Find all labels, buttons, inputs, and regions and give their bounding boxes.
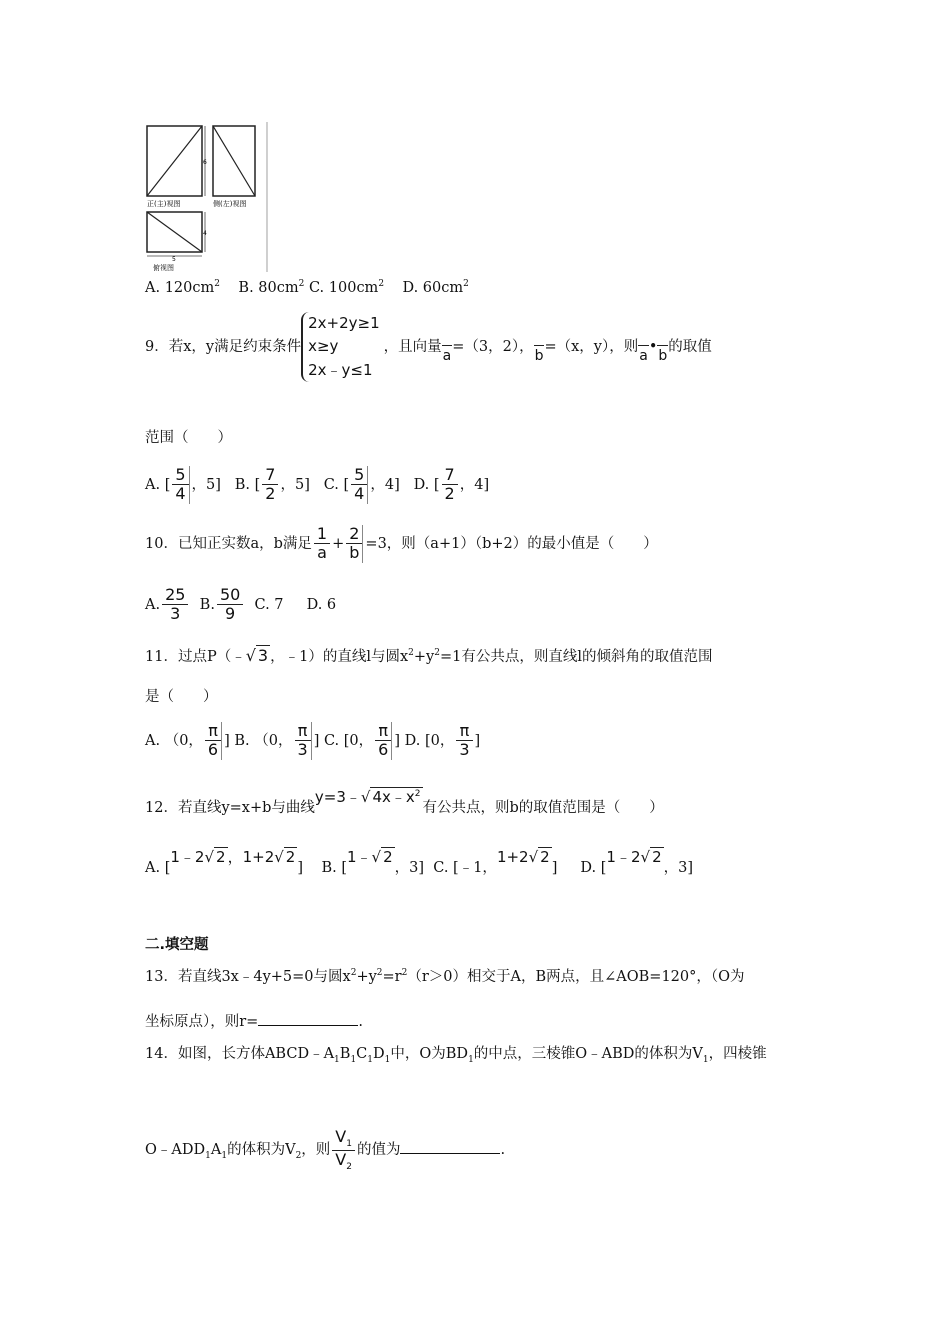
q9-option-b: B. [ [234, 476, 261, 493]
q9-intro: 9．若x，y满足约束条件 [145, 338, 302, 355]
section-heading: 二.填空题 [145, 937, 209, 953]
q14-stem: 14．如图，长方体$ABCD﹣A_1B_1C_1D_1$中，O为$BD_1$的中点，三棱锥O﹣ABD的体积为$V_1$，四棱锥 [145, 1046, 767, 1065]
q8-option-c: C. 100cm [308, 279, 379, 296]
q8-option-a: A. 120cm [145, 279, 215, 296]
q13-continuation: 坐标原点），则r= . [145, 1011, 363, 1031]
q9-continuation: 范围（ ） [145, 430, 232, 446]
q12-option-a: A. [ [145, 860, 171, 876]
q8-option-b: B. 80cm [238, 279, 299, 296]
q9-option-d: D. [ [413, 476, 440, 493]
q12-options: A. [1﹣2√ 2 ，1+2√ 2] B. [1﹣√ 2，3] C. [﹣1，1+2√ 2] D. [1﹣2√ 2，3] [145, 848, 693, 876]
q9-option-a: A. [ [145, 476, 171, 493]
q10-option-a: A. [145, 596, 161, 613]
q13-stem: 13．若直线3x﹣4y+5=0与圆$x^2+y^2=r^2(r>0)$相交于A，B两点，且∠AOB=120°，（O为 [145, 968, 745, 985]
q12-option-b: B. [ [321, 860, 347, 876]
q13-answer-blank[interactable] [258, 1011, 358, 1026]
q8-option-d: D. 60cm [402, 279, 464, 296]
dim-width-label: 5 [172, 256, 176, 263]
q12-option-d: D. [ [580, 860, 607, 876]
side-view-label: 侧(左)视图 [213, 200, 247, 208]
q11-option-b: B. （0， [234, 732, 293, 749]
q10-stem: 10．已知正实数a，b满足 $\frac{1}{a}$ + $\frac{2}{b}$ =3，则（a+1）（b+2）的最小值是（ ） [145, 524, 658, 563]
q10-option-c: C. 7 [254, 596, 284, 613]
q10-option-d: D. 6 [306, 596, 337, 613]
vector-b: b [534, 347, 544, 364]
q9-option-c: C. [ [323, 476, 350, 493]
q12-stem: 12．若直线y=x+b与曲线y=3﹣√ $4x﹣x^2$有公共点，则b的取值范围是（ ） [145, 788, 664, 816]
dim-depth-label: 4 [203, 230, 207, 237]
q11-continuation: 是（ ） [145, 689, 218, 705]
top-view-label: 俯视图 [153, 264, 174, 272]
dim-height-label: 6 [203, 159, 207, 166]
q9-stem: 9．若x，y满足约束条件 2x+2y≥1 x≥y 2x﹣y≤1 ，且向量a=（3，2），b=（x，y），则a•b的取值 [145, 312, 712, 382]
q11-option-d: D. [0， [404, 732, 455, 749]
q11-option-a: A. （0， [145, 732, 203, 749]
three-view-figure [143, 122, 273, 272]
q9-options: A. [ $\frac{5}{4}$ ，5] B. [ $\frac{7}{2}$ ，5] C. [ $\frac{5}{4}$ ，4] D. [ $\frac{7}{2}$ ，4] [145, 465, 490, 504]
q11-options: A. （0， $\frac{\pi}{6}$ ] B. （0， $\frac{\pi}{3}$ ] C. [0， $\frac{\pi}{6}$ ] D. [0， $\frac{\pi}{3}$ ] [145, 721, 481, 760]
q14-answer-blank[interactable] [400, 1139, 500, 1154]
q14-continuation: $O﹣ADD_1A_1$的体积为$V_2$，则 $\frac{V_1}{V_2}$ 的值为 . [145, 1127, 506, 1172]
front-view-label: 正(主)视图 [147, 200, 181, 208]
q10-options: A. $\frac{25}{3}$ B. $\frac{50}{9}$ C. 7 D. 6 [145, 585, 337, 624]
vector-a: a [442, 347, 452, 364]
q9-constraint-system: 2x+2y≥1 x≥y 2x﹣y≤1 [301, 312, 380, 382]
q11-stem: 11．过点P（﹣√ 3 ，﹣1）的直线l与圆$x^2+y^2=1$有公共点，则直线l的倾斜角的取值范围 [145, 646, 713, 665]
q10-option-b: B. [199, 596, 215, 613]
q12-option-c: C. [﹣1， [433, 860, 497, 876]
q11-option-c: C. [0， [323, 732, 374, 749]
q8-options: A. $120cm^2$ B. $80cm^2$ C. $100cm^2$ D. $60cm^2$ [145, 279, 469, 296]
